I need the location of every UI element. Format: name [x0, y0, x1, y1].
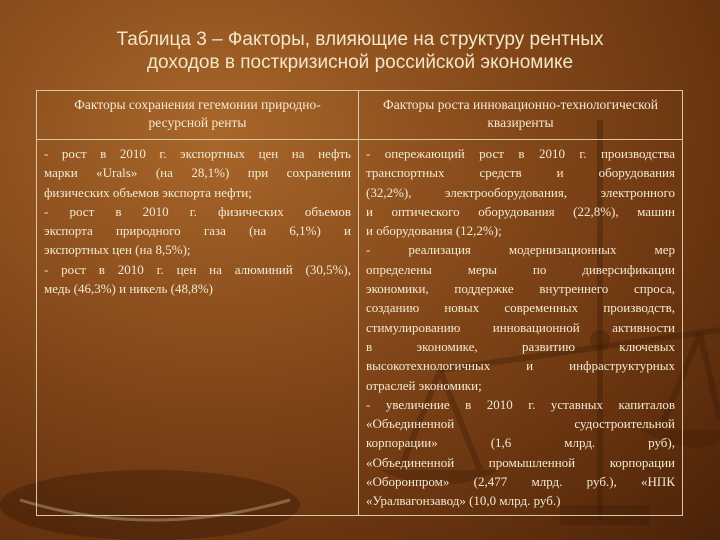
cell-resource-rent-factors [37, 140, 359, 516]
cell-innovation-rent-factors [359, 140, 683, 516]
text-line: стимулированию инновационной активности [366, 319, 675, 335]
text-line: - рост в 2010 г. цен на алюминий (30,5%), [44, 261, 351, 277]
title-line-2: доходов в посткризисной российской экономике [146, 52, 574, 73]
table-row [37, 140, 683, 516]
header-resource-rent: Факторы сохранения гегемонии природно-ресурсной ренты [37, 91, 359, 140]
slide-title [40, 28, 680, 74]
text-line: определены меры по диверсификации [366, 261, 675, 277]
text-line: в экономике, развитию ключевых [366, 338, 675, 354]
text-line: и оборудования (12,2%); [366, 223, 502, 239]
text-line: - увеличение в 2010 г. уставных капиталов [366, 396, 675, 412]
text-line: - реализация модернизационных мер [366, 242, 675, 258]
header-innovation-rent: Факторы роста инновационно-технологической квазиренты [359, 91, 683, 140]
text-line: - рост в 2010 г. физических объемов [44, 203, 351, 219]
text-line: «Объединенной промышленной корпорации [366, 454, 675, 470]
text-line: «Уралвагонзавод» (10,0 млрд. руб.) [366, 493, 561, 509]
text-line: экспортных цен (на 8,5%); [44, 242, 191, 258]
text-line: корпорации» (1,6 млрд. руб), [366, 435, 675, 451]
text-line: созданию новых современных производств, [366, 300, 675, 316]
text-line: «Объединенной судостроительной [366, 416, 675, 432]
text-line: (32,2%), электрооборудования, электронного [366, 184, 675, 200]
text-line: высокотехнологичных и инфраструктурных [366, 358, 675, 374]
text-line: транспортных средств и оборудования [366, 165, 675, 181]
text-line: экспорта природного газа (на 6,1%) и [44, 223, 351, 239]
text-line: - рост в 2010 г. экспортных цен на нефть [44, 146, 351, 161]
text-line: экономики, поддержке внутреннего спроса, [366, 281, 675, 297]
text-line: отраслей экономики; [366, 377, 482, 393]
text-line: и оптического оборудования (22,8%), машин [366, 203, 675, 219]
text-line: марки «Urals» (на 28,1%) при сохранении [44, 165, 351, 181]
factors-table [36, 90, 683, 516]
text-line: «Оборонпром» (2,477 млрд. руб.), «НПК [366, 474, 675, 490]
text-line: - опережающий рост в 2010 г. производства [366, 146, 675, 161]
text-line: медь (46,3%) и никель (48,8%) [44, 281, 213, 297]
text-line: физических объемов экспорта нефти; [44, 184, 252, 200]
title-line-1: Таблица 3 – Факторы, влияющие на структуру рентных [116, 29, 604, 50]
table-header-row [37, 91, 683, 140]
